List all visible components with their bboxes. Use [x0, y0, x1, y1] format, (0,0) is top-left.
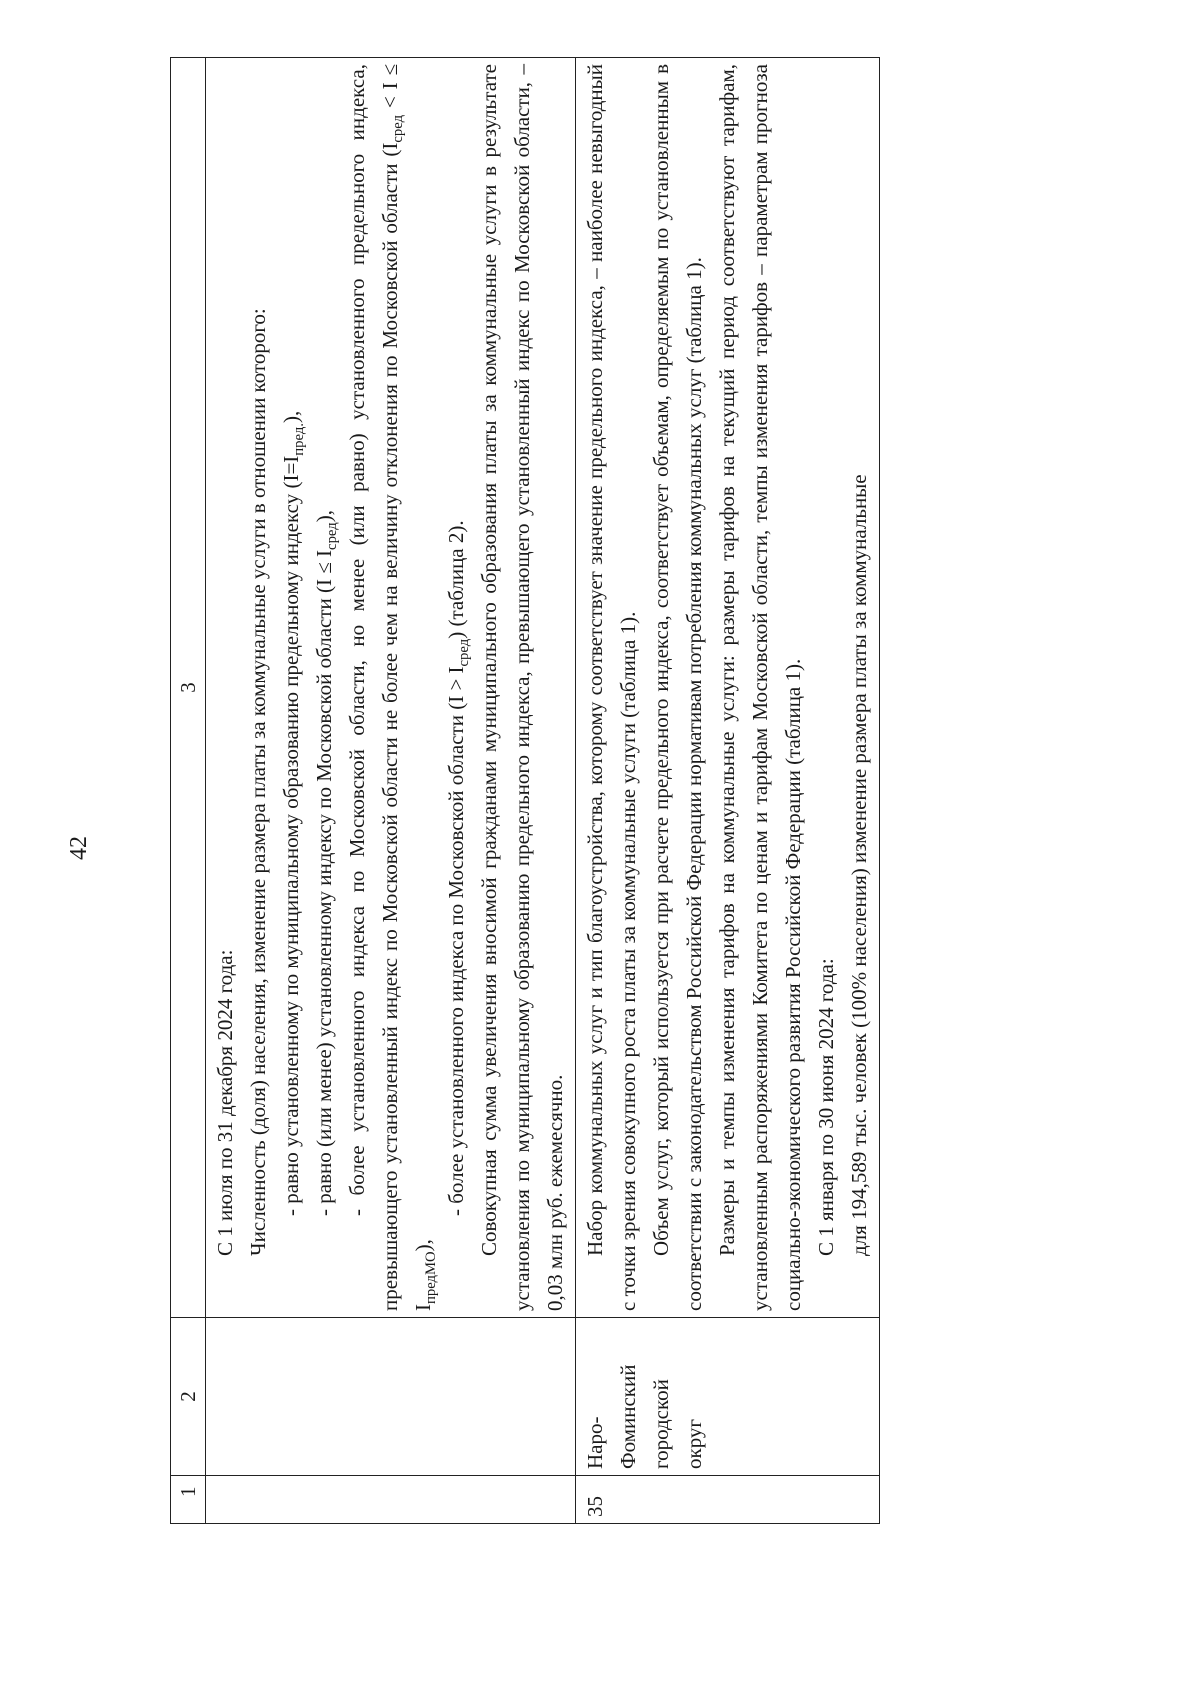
- bullet-more-average: - более установленного индекса по Московской области $(I > I_{сред})$ (таблица 2).: [444, 520, 473, 1216]
- header-col-3: 3: [171, 58, 206, 1318]
- cell-description: [206, 58, 576, 1318]
- population-share-paragraph: Численность (доля) населения, изменение размера платы за коммунальные услуги в отношении которого:: [246, 308, 270, 1256]
- population-paragraph-35: для 194,589 тыс. человек (100% населения) изменение размера платы за коммунальные: [847, 474, 871, 1256]
- header-col-1: 1: [171, 1476, 206, 1524]
- period-heading: С 1 июля по 31 декабря 2024 года:: [213, 949, 237, 1256]
- municipality-name: Наро-Фоминский городской округ: [576, 1318, 880, 1476]
- cell-number-empty: [206, 1476, 576, 1524]
- services-set-paragraph: Набор коммунальных услуг и тип благоустройства, которому соответствует значение предельного индекса, – наиболее невыгодный с точки зрения совокупного роста платы за коммунальные услуги (таблица 1).: [583, 64, 640, 1311]
- tariffs-paragraph: Размеры и темпы изменения тарифов на коммунальные услуги: размеры тарифов на текущий период соответствуют тарифам, установленным распоряжениями Комитета по ценам и тарифам Московской области, темпы изменения тарифов – параметрам прогноза социально-экономического развития Российской Федерации (таблица 1).: [715, 64, 805, 1311]
- bullet-between: - более установленного индекса по Московской области, но менее (или равно) установленного предельного индекса, превышающего установленный индекс по Московской области не более чем на величину отклонения по Московской области $(I_{сред} < I \le I_{предМО})$,: [345, 64, 440, 1311]
- cell-municipality-empty: [206, 1318, 576, 1476]
- header-col-2: 2: [171, 1318, 206, 1476]
- period-heading-35: С 1 января по 30 июня 2024 года:: [814, 958, 838, 1256]
- bullet-less-average: - равно (или менее) установленному индексу по Московской области $(I \le I_{сред})$,: [312, 510, 341, 1216]
- row-number: 35: [576, 1476, 880, 1524]
- municipal-index-table: [170, 57, 880, 1524]
- rotated-page: [60, 48, 1140, 1648]
- page-number: 42: [66, 836, 92, 860]
- volume-paragraph: Объем услуг, который используется при расчете предельного индекса, соответствует объемам, определяемым по установленным в соответствии с законодательством Российской Федерации нормативам потребления коммунальных услуг (таблица 1).: [649, 64, 706, 1311]
- table-row-35: [576, 58, 880, 1524]
- table-row-continued: [206, 58, 576, 1524]
- table-header-row: [171, 58, 206, 1524]
- total-increase-paragraph: Совокупная сумма увеличения вносимой гражданами муниципального образования платы за коммунальные услуги в результате установления по муниципальному образованию предельного индекса, превышающего установленный индекс по Московской области, – 0,03 млн руб. ежемесячно.: [477, 64, 567, 1311]
- bullet-equal-limit: - равно установленному по муниципальному образованию предельному индексу $(I=I_{пред.})$,: [279, 410, 308, 1216]
- cell-description-35: [576, 58, 880, 1318]
